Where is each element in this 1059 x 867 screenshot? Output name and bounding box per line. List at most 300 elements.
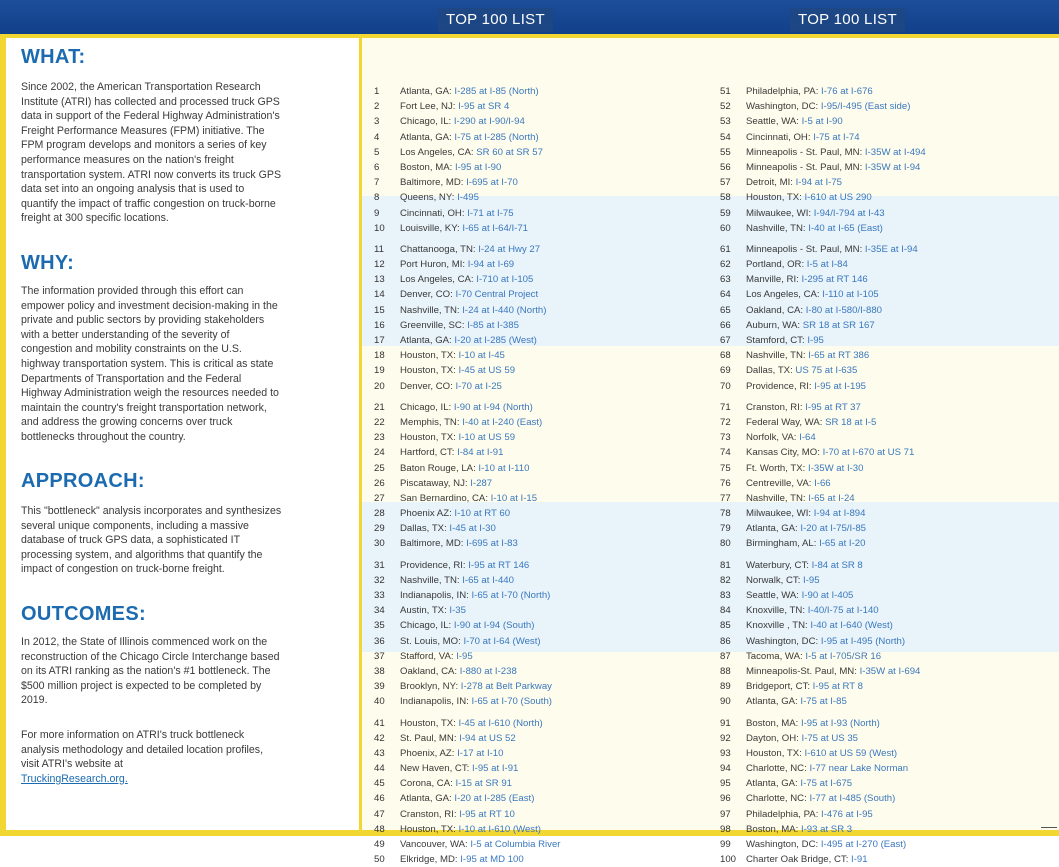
- bottleneck-list-item: [720, 272, 926, 287]
- interchange-location: I-66: [814, 477, 831, 489]
- rank-number: 86: [720, 635, 731, 647]
- bottleneck-list-item: [720, 603, 926, 618]
- rank-number: 4: [374, 131, 380, 143]
- rank-number: 33: [374, 590, 385, 601]
- city-name: Federal Way, WA:: [746, 416, 823, 428]
- interchange-location: I-285 at I-85 (North): [454, 86, 539, 97]
- bottleneck-list-item: [374, 536, 561, 551]
- interchange-location: I-495: [457, 192, 479, 204]
- info-paragraph: [21, 728, 283, 786]
- interchange-location: SR 18 at I-5: [825, 416, 877, 428]
- rank-number: 40: [374, 696, 385, 708]
- interchange-location: I-65 at RT 386: [808, 350, 870, 362]
- city-name: St. Paul, MN:: [400, 732, 457, 744]
- bottleneck-list-item: [720, 379, 926, 394]
- rank-number: 36: [374, 635, 385, 647]
- interchange-location: I-10 at RT 60: [454, 508, 511, 520]
- rank-number: 13: [374, 274, 385, 286]
- interchange-location: I-77 at I-485 (South): [809, 793, 896, 805]
- interchange-location: I-695 at I-83: [466, 538, 518, 550]
- bottleneck-list-item: [720, 746, 926, 761]
- bottleneck-list-item: [374, 84, 561, 99]
- city-name: Los Angeles, CA:: [400, 274, 474, 286]
- rank-number: 3: [374, 116, 380, 128]
- interchange-location: I-35W at I-30: [808, 462, 864, 474]
- bottleneck-list-item: [374, 400, 561, 415]
- bottleneck-list-item: [374, 221, 561, 236]
- bottleneck-list-item: [374, 618, 561, 633]
- rank-number: 31: [374, 559, 385, 571]
- city-name: Washington, DC:: [746, 635, 819, 647]
- top-banner: [0, 0, 1059, 34]
- rank-number: 71: [720, 401, 731, 413]
- city-name: Milwaukee, WI:: [746, 207, 812, 219]
- bottleneck-list-item: [720, 461, 926, 476]
- city-name: St. Louis, MO:: [400, 635, 461, 647]
- info-panel: [6, 38, 359, 830]
- bottleneck-list-item: [374, 822, 561, 837]
- bottleneck-list-item: [374, 363, 561, 378]
- city-name: Birmingham, AL:: [746, 538, 817, 550]
- interchange-location: I-35: [449, 605, 466, 617]
- bottleneck-list-item: [720, 84, 926, 99]
- bottleneck-list-item: [374, 430, 561, 445]
- city-name: Nashville, TN:: [400, 574, 460, 586]
- bottleneck-list-item: [374, 257, 561, 272]
- city-name: Greenville, SC:: [400, 319, 465, 331]
- rank-number: 54: [720, 131, 731, 143]
- bottleneck-list-item: [720, 303, 926, 318]
- trucking-research-link[interactable]: TruckingResearch.org.: [21, 772, 128, 785]
- bottleneck-list-item: [374, 287, 561, 302]
- bottleneck-list-item: [720, 430, 926, 445]
- bottleneck-list-item: [720, 221, 926, 236]
- rank-number: 30: [374, 538, 385, 550]
- city-name: Chicago, IL:: [400, 620, 452, 632]
- city-name: Indianapolis, IN:: [400, 590, 469, 601]
- rank-number: 22: [374, 416, 385, 428]
- city-name: San Bernardino, CA:: [400, 492, 488, 504]
- city-name: Baton Rouge, LA:: [400, 462, 476, 474]
- rank-number: 45: [374, 778, 385, 790]
- bottleneck-list-item: [720, 536, 926, 551]
- rank-number: 28: [374, 508, 385, 520]
- city-name: Nashville, TN:: [746, 492, 806, 504]
- city-name: Dallas, TX:: [746, 365, 793, 377]
- bottleneck-list-item: [374, 731, 561, 746]
- rank-number: 5: [374, 146, 380, 158]
- info-text: For more information on ATRI's truck bottleneck analysis methodology and detailed location profiles, visit ATRI's website at: [21, 729, 264, 771]
- bottleneck-list-item: [374, 837, 561, 852]
- interchange-location: I-95 at I-195: [814, 380, 866, 392]
- rank-number: 6: [374, 161, 380, 173]
- interchange-location: I-95: [803, 574, 820, 586]
- interchange-location: I-40/I-75 at I-140: [807, 605, 879, 617]
- interchange-location: I-20 at I-75/I-85: [800, 523, 866, 535]
- interchange-location: I-290 at I-90/I-94: [453, 116, 525, 128]
- bottleneck-list-item: [720, 363, 926, 378]
- interchange-location: I-35W at I-494: [864, 146, 926, 158]
- rank-number: 59: [720, 207, 731, 219]
- bottleneck-list-item: [374, 130, 561, 145]
- interchange-location: I-95: [807, 335, 824, 346]
- rank-number: 19: [374, 365, 385, 377]
- rank-number: 63: [720, 274, 731, 286]
- interchange-location: I-75 at I-85: [800, 696, 847, 708]
- rank-number: 25: [374, 462, 385, 474]
- bottleneck-list-item: [720, 206, 926, 221]
- rank-number: 78: [720, 508, 731, 520]
- city-name: Fort Lee, NJ:: [400, 101, 456, 113]
- city-name: Auburn, WA:: [746, 319, 801, 331]
- interchange-location: I-80 at I-580/I-880: [805, 304, 882, 316]
- city-name: Tacoma, WA:: [746, 650, 803, 662]
- interchange-location: I-90 at I-405: [801, 590, 854, 601]
- rank-number: 29: [374, 523, 385, 535]
- bottleneck-list-item: [374, 694, 561, 709]
- interchange-location: I-70 at I-64 (West): [463, 635, 541, 647]
- outcomes-paragraph: In 2012, the State of Illinois commenced work on the reconstruction of the Chicago Circle Interchange based on its ATRI ranking as the nation's #1 bottleneck. The $500 million project is expected to be completed by 2019.: [21, 636, 280, 707]
- bottleneck-list-item: [374, 558, 561, 573]
- rank-number: 52: [720, 101, 731, 113]
- bottleneck-list-item: [374, 664, 561, 679]
- city-name: Ft. Worth, TX:: [746, 462, 806, 474]
- city-name: Cranston, RI:: [400, 808, 457, 820]
- city-name: Portland, OR:: [746, 259, 805, 271]
- bottleneck-list-item: [374, 852, 561, 867]
- city-name: Nashville, TN:: [746, 222, 806, 234]
- bottleneck-list-item: [720, 588, 926, 603]
- rank-number: 79: [720, 523, 731, 535]
- interchange-location: I-95 at I-91: [471, 763, 519, 775]
- city-name: Minneapolis - St. Paul, MN:: [746, 146, 863, 158]
- rank-number: 48: [374, 823, 385, 835]
- interchange-location: I-94/I-794 at I-43: [813, 207, 885, 219]
- corner-mark: [1041, 827, 1057, 828]
- bottleneck-list-item: [374, 649, 561, 664]
- city-name: Oakland, CA:: [400, 665, 458, 677]
- city-name: Stafford, VA:: [400, 650, 454, 662]
- bottleneck-list-item: [374, 379, 561, 394]
- city-name: Cranston, RI:: [746, 401, 803, 413]
- city-name: Minneapolis-St. Paul, MN:: [746, 665, 857, 677]
- city-name: Centreville, VA:: [746, 477, 812, 489]
- interchange-location: I-93 at SR 3: [800, 823, 853, 835]
- city-name: Denver, CO:: [400, 380, 453, 392]
- city-name: Houston, TX:: [400, 823, 456, 835]
- bottleneck-list-item: [374, 348, 561, 363]
- interchange-location: I-610 at US 59 (West): [804, 747, 898, 759]
- city-name: Norfolk, VA:: [746, 432, 797, 444]
- bottleneck-list-item: [374, 776, 561, 791]
- interchange-location: I-75 at I-285 (North): [454, 131, 539, 143]
- rank-number: 94: [720, 763, 731, 775]
- rank-number: 43: [374, 747, 385, 759]
- bottleneck-list-item: [374, 634, 561, 649]
- bottleneck-list-item: [720, 679, 926, 694]
- bottleneck-list-item: [720, 837, 926, 852]
- interchange-location: I-287: [470, 477, 493, 489]
- interchange-location: I-95 at RT 8: [812, 681, 863, 693]
- rank-number: 82: [720, 574, 731, 586]
- city-name: Seattle, WA:: [746, 590, 799, 601]
- interchange-location: I-64: [799, 432, 816, 444]
- rank-number: 18: [374, 350, 385, 362]
- interchange-location: I-84 at SR 8: [811, 559, 863, 571]
- bottleneck-list-item: [374, 160, 561, 175]
- bottleneck-list-item: [374, 206, 561, 221]
- rank-number: 41: [374, 717, 385, 729]
- city-name: Chicago, IL:: [400, 401, 452, 413]
- city-name: Louisville, KY:: [400, 222, 460, 234]
- interchange-location: I-95 at RT 10: [459, 808, 515, 820]
- rank-number: 46: [374, 793, 385, 805]
- rank-number: 96: [720, 793, 731, 805]
- rank-number: 95: [720, 778, 731, 790]
- rank-number: 12: [374, 259, 385, 271]
- city-name: Houston, TX:: [400, 432, 456, 444]
- city-name: Houston, TX:: [746, 747, 802, 759]
- interchange-location: I-24 at I-440 (North): [462, 304, 547, 316]
- bottleneck-list-item: [374, 461, 561, 476]
- rank-number: 2: [374, 101, 380, 113]
- interchange-location: I-70 at I-25: [455, 380, 502, 392]
- city-name: Dallas, TX:: [400, 523, 447, 535]
- approach-heading: APPROACH:: [21, 470, 145, 492]
- interchange-location: I-75 at I-74: [813, 131, 860, 143]
- city-name: Waterbury, CT:: [746, 559, 809, 571]
- city-name: Houston, TX:: [400, 350, 456, 362]
- rank-number: 97: [720, 808, 731, 820]
- rank-number: 44: [374, 763, 385, 775]
- rank-number: 17: [374, 335, 385, 346]
- bottleneck-list-item: [374, 303, 561, 318]
- bottleneck-list-item: [374, 679, 561, 694]
- rank-number: 61: [720, 243, 731, 255]
- bottleneck-list-item: [374, 746, 561, 761]
- rank-number: 16: [374, 319, 385, 331]
- city-name: Nashville, TN:: [400, 304, 460, 316]
- city-name: Atlanta, GA:: [746, 523, 798, 535]
- rank-number: 23: [374, 432, 385, 444]
- bottleneck-list-item: [374, 272, 561, 287]
- interchange-location: I-65 at I-20: [819, 538, 866, 550]
- bottleneck-list-item: [720, 807, 926, 822]
- city-name: Atlanta, GA:: [400, 86, 452, 97]
- city-name: Houston, TX:: [746, 192, 802, 204]
- bottleneck-list-item: [720, 791, 926, 806]
- city-name: Knoxville, TN:: [746, 605, 806, 617]
- bottleneck-list-item: [720, 99, 926, 114]
- city-name: Phoenix AZ:: [400, 508, 452, 520]
- bottleneck-list-item: [374, 588, 561, 603]
- city-name: Detroit, MI:: [746, 177, 793, 189]
- bottleneck-list-item: [720, 318, 926, 333]
- bottleneck-list-item: [374, 491, 561, 506]
- city-name: Los Angeles, CA:: [400, 146, 474, 158]
- rank-number: 90: [720, 696, 731, 708]
- rank-number: 26: [374, 477, 385, 489]
- rank-number: 10: [374, 222, 385, 234]
- city-name: Houston, TX:: [400, 717, 456, 729]
- bottleneck-list-item: [720, 634, 926, 649]
- interchange-location: I-95 at SR 4: [458, 101, 510, 113]
- interchange-location: I-476 at I-95: [821, 808, 873, 820]
- bottleneck-list-item: [720, 145, 926, 160]
- bottleneck-list-item: [374, 415, 561, 430]
- city-name: Minneapolis - St. Paul, MN:: [746, 161, 863, 173]
- rank-number: 21: [374, 401, 385, 413]
- interchange-location: I-95/I-495 (East side): [820, 101, 911, 113]
- city-name: Washington, DC:: [746, 839, 819, 850]
- interchange-location: I-20 at I-285 (West): [454, 335, 537, 346]
- city-name: Providence, RI:: [746, 380, 812, 392]
- rank-number: 58: [720, 192, 731, 204]
- bottleneck-list-item: [374, 145, 561, 160]
- city-name: Providence, RI:: [400, 559, 466, 571]
- bottleneck-list-item: [720, 664, 926, 679]
- city-name: Seattle, WA:: [746, 116, 799, 128]
- bottleneck-list-item: [374, 761, 561, 776]
- interchange-location: I-10 at I-610 (West): [458, 823, 541, 835]
- interchange-location: I-91: [851, 854, 868, 866]
- interchange-location: I-95 at I-495 (North): [820, 635, 906, 647]
- city-name: Piscataway, NJ:: [400, 477, 468, 489]
- bottleneck-list-item: [374, 445, 561, 460]
- bottleneck-list-item: [374, 521, 561, 536]
- interchange-location: I-35W at I-694: [859, 665, 921, 677]
- rank-number: 1: [374, 86, 380, 97]
- interchange-location: I-90 at I-94 (South): [453, 620, 535, 632]
- bottleneck-list-item: [720, 287, 926, 302]
- bottleneck-list-item: [720, 573, 926, 588]
- city-name: Elkridge, MD:: [400, 854, 458, 866]
- city-name: Denver, CO:: [400, 289, 453, 301]
- bottleneck-list-item: [720, 558, 926, 573]
- interchange-location: I-40 at I-65 (East): [808, 222, 883, 234]
- interchange-location: I-85 at I-385: [467, 319, 519, 331]
- bottleneck-list-item: [720, 521, 926, 536]
- city-name: Cincinnati, OH:: [400, 207, 465, 219]
- rank-number: 88: [720, 665, 731, 677]
- bottleneck-list-item: [720, 257, 926, 272]
- rank-number: 69: [720, 365, 731, 377]
- city-name: Kansas City, MO:: [746, 447, 820, 459]
- city-name: Oakland, CA:: [746, 304, 804, 316]
- top-100-list-panel: [362, 38, 1059, 866]
- interchange-location: I-95 at MD 100: [460, 854, 524, 866]
- interchange-location: I-94 at I-894: [813, 508, 866, 520]
- interchange-location: I-75 at I-675: [800, 778, 853, 790]
- rank-number: 20: [374, 380, 385, 392]
- rank-number: 87: [720, 650, 731, 662]
- list-column-left: [374, 84, 561, 867]
- rank-number: 9: [374, 207, 380, 219]
- why-paragraph: The information provided through this effort can empower policy and investment decision-making in the private and public sectors by providing stakeholders with a better understanding of the severity of congestion and mobility constraints on the U.S. highway transportation system. This is critical as state Departments of Transportation and the Federal Highway Administration weigh the resources needed to maintain the country's freight transportation network, and address the growing concerns over truck bottlenecks throughout the country.: [21, 285, 279, 443]
- list-title-right: TOP 100 LIST: [790, 8, 905, 32]
- rank-number: 24: [374, 447, 385, 459]
- city-name: Knoxville , TN:: [746, 620, 808, 632]
- interchange-location: I-65 at I-64/I-71: [462, 222, 528, 234]
- approach-paragraph: This "bottleneck" analysis incorporates and synthesizes several unique components, including a massive database of truck GPS data, a sophisticated IT processing system, and algorithms that quantify the impact of congestion on truck-borne freight.: [21, 505, 282, 576]
- rank-number: 81: [720, 559, 731, 571]
- bottleneck-list-item: [374, 807, 561, 822]
- city-name: Chattanooga, TN:: [400, 243, 476, 255]
- bottleneck-list-item: [720, 130, 926, 145]
- city-name: Chicago, IL:: [400, 116, 452, 128]
- rank-number: 65: [720, 304, 731, 316]
- interchange-location: I-76 at I-676: [821, 86, 873, 97]
- interchange-location: I-710 at I-105: [476, 274, 534, 286]
- city-name: Cincinnati, OH:: [746, 131, 811, 143]
- rank-number: 15: [374, 304, 385, 316]
- city-name: Charlotte, NC:: [746, 763, 807, 775]
- interchange-location: I-15 at SR 91: [455, 778, 512, 790]
- bottleneck-list-item: [374, 333, 561, 348]
- city-name: Philadelphia, PA:: [746, 86, 819, 97]
- interchange-location: I-65 at I-24: [808, 492, 855, 504]
- rank-number: 39: [374, 681, 385, 693]
- bottleneck-list-item: [720, 160, 926, 175]
- rank-number: 14: [374, 289, 385, 301]
- interchange-location: I-35E at I-94: [864, 243, 918, 255]
- rank-number: 89: [720, 681, 731, 693]
- rank-number: 53: [720, 116, 731, 128]
- bottleneck-list-item: [720, 476, 926, 491]
- bottleneck-list-item: [720, 506, 926, 521]
- city-name: Indianapolis, IN:: [400, 696, 469, 708]
- interchange-location: I-5 at I-84: [806, 259, 848, 271]
- bottleneck-list-item: [374, 573, 561, 588]
- rank-number: 64: [720, 289, 731, 301]
- interchange-location: I-10 at I-45: [458, 350, 505, 362]
- rank-number: 57: [720, 177, 731, 189]
- interchange-location: I-75 at US 35: [801, 732, 858, 744]
- rank-number: 67: [720, 335, 731, 346]
- city-name: Atlanta, GA:: [746, 696, 798, 708]
- bottleneck-list-item: [720, 761, 926, 776]
- rank-number: 80: [720, 538, 731, 550]
- city-name: Atlanta, GA:: [400, 131, 452, 143]
- rank-number: 75: [720, 462, 731, 474]
- interchange-location: I-65 at I-70 (South): [471, 696, 552, 708]
- rank-number: 85: [720, 620, 731, 632]
- bottleneck-list-item: [720, 175, 926, 190]
- rank-number: 77: [720, 492, 731, 504]
- rank-number: 27: [374, 492, 385, 504]
- rank-number: 11: [374, 243, 384, 255]
- interchange-location: I-45 at US 59: [458, 365, 516, 377]
- city-name: Hartford, CT:: [400, 447, 455, 459]
- interchange-location: I-10 at US 59: [458, 432, 516, 444]
- city-name: New Haven, CT:: [400, 763, 470, 775]
- rank-number: 56: [720, 161, 731, 173]
- city-name: Vancouver, WA:: [400, 839, 468, 850]
- interchange-location: I-20 at I-285 (East): [454, 793, 535, 805]
- city-name: Houston, TX:: [400, 365, 456, 377]
- interchange-location: SR 18 at SR 167: [802, 319, 875, 331]
- city-name: Phoenix, AZ:: [400, 747, 455, 759]
- rank-number: 91: [720, 717, 731, 729]
- interchange-location: I-94 at I-69: [467, 259, 515, 271]
- rank-number: 50: [374, 854, 385, 866]
- city-name: Boston, MA:: [746, 823, 799, 835]
- city-name: Minneapolis - St. Paul, MN:: [746, 243, 863, 255]
- interchange-location: I-95 at I-93 (North): [800, 717, 880, 729]
- city-name: Baltimore, MD:: [400, 177, 464, 189]
- bottleneck-list-item: [720, 852, 926, 867]
- interchange-location: I-94 at I-75: [795, 177, 842, 189]
